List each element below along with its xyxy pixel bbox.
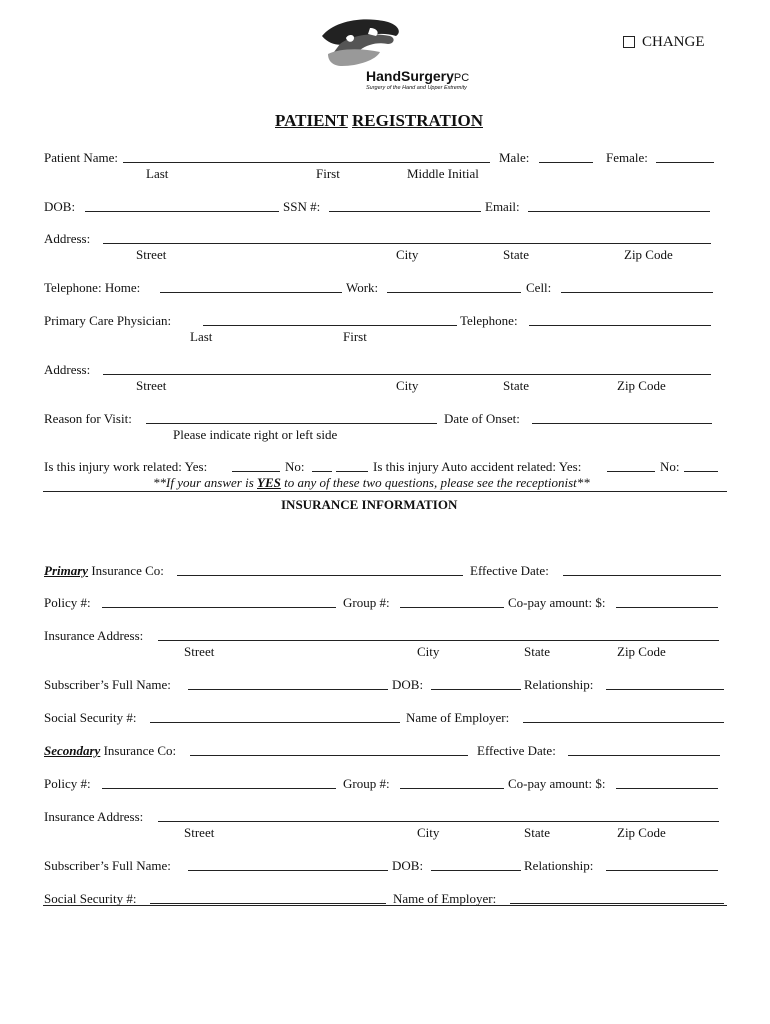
logo	[310, 14, 490, 96]
secondary-dob-field[interactable]	[431, 870, 521, 871]
primary-address-field[interactable]	[158, 640, 719, 641]
secondary-insurance-field[interactable]	[190, 755, 468, 756]
physician-telephone-label: Telephone:	[460, 313, 518, 328]
physician-field[interactable]	[203, 325, 457, 326]
secondary-subscriber-field[interactable]	[188, 870, 388, 871]
physician-state-caption: State	[503, 378, 529, 393]
name-first-caption: First	[316, 166, 340, 181]
primary-policy-field[interactable]	[102, 607, 336, 608]
change-label: CHANGE	[642, 34, 705, 50]
secondary-group-label: Group #:	[343, 776, 390, 791]
email-field[interactable]	[528, 211, 710, 212]
primary-employer-label: Name of Employer:	[406, 710, 510, 725]
address-state-caption: State	[503, 247, 529, 262]
male-label: Male:	[499, 150, 530, 165]
primary-relationship-field[interactable]	[606, 689, 724, 690]
work-label: Work:	[346, 280, 379, 295]
auto-yes-field[interactable]	[607, 471, 655, 472]
page-title: PATIENT REGISTRATION	[275, 111, 483, 130]
secondary-employer-field[interactable]	[510, 903, 724, 904]
primary-city-caption: City	[417, 644, 440, 659]
receptionist-note: **If your answer is YES to any of these two questions, please see the receptionist**	[153, 475, 590, 490]
auto-no-label: No:	[660, 459, 680, 474]
secondary-address-label: Insurance Address:	[44, 809, 144, 824]
physician-city-caption: City	[396, 378, 419, 393]
auto-no-field[interactable]	[684, 471, 718, 472]
cell-field[interactable]	[561, 292, 713, 293]
work-related-label: Is this injury work related: Yes:	[44, 459, 208, 474]
ssn-field[interactable]	[329, 211, 481, 212]
physician-label: Primary Care Physician:	[44, 313, 172, 328]
secondary-copay-label: Co-pay amount: $:	[508, 776, 606, 791]
name-middle-caption: Middle Initial	[407, 166, 479, 181]
onset-field[interactable]	[532, 423, 712, 424]
secondary-policy-field[interactable]	[102, 788, 336, 789]
physician-street-caption: Street	[136, 378, 167, 393]
work-yes-field[interactable]	[232, 471, 280, 472]
primary-effective-label: Effective Date:	[470, 563, 549, 578]
secondary-insurance-label: Secondary Insurance Co:	[44, 743, 177, 758]
name-last-caption: Last	[146, 166, 169, 181]
primary-dob-label: DOB:	[392, 677, 424, 692]
section-divider	[43, 491, 727, 492]
primary-copay-field[interactable]	[616, 607, 718, 608]
secondary-state-caption: State	[524, 825, 550, 840]
secondary-city-caption: City	[417, 825, 440, 840]
secondary-employer-label: Name of Employer:	[393, 891, 497, 906]
physician-first-caption: First	[343, 329, 367, 344]
male-field[interactable]	[539, 162, 593, 163]
address-field[interactable]	[103, 243, 711, 244]
physician-address-field[interactable]	[103, 374, 711, 375]
logo-suffix: PC	[453, 72, 470, 84]
work-no-label: No:	[285, 459, 305, 474]
work-field[interactable]	[387, 292, 521, 293]
primary-policy-label: Policy #:	[44, 595, 91, 610]
address-city-caption: City	[396, 247, 419, 262]
primary-employer-field[interactable]	[523, 722, 724, 723]
secondary-ss-label: Social Security #:	[44, 891, 137, 906]
secondary-relationship-label: Relationship:	[524, 858, 594, 873]
primary-ss-label: Social Security #:	[44, 710, 137, 725]
patient-name-label: Patient Name:	[44, 150, 119, 165]
physician-last-caption: Last	[190, 329, 213, 344]
insurance-heading: INSURANCE INFORMATION	[281, 497, 458, 512]
change-checkbox[interactable]	[623, 36, 635, 48]
dob-field[interactable]	[85, 211, 279, 212]
logo-tagline: Surgery of the Hand and Upper Extremity	[366, 85, 467, 91]
secondary-group-field[interactable]	[400, 788, 504, 789]
primary-state-caption: State	[524, 644, 550, 659]
primary-insurance-label: Primary Insurance Co:	[44, 563, 164, 578]
secondary-relationship-field[interactable]	[606, 870, 718, 871]
patient-name-field[interactable]	[123, 162, 490, 163]
dob-label: DOB:	[44, 199, 76, 214]
telephone-home-label: Telephone: Home:	[44, 280, 141, 295]
secondary-zip-caption: Zip Code	[617, 825, 666, 840]
physician-zip-caption: Zip Code	[617, 378, 666, 393]
physician-telephone-field[interactable]	[529, 325, 711, 326]
work-no-field-2[interactable]	[336, 471, 368, 472]
cell-label: Cell:	[526, 280, 552, 295]
onset-label: Date of Onset:	[444, 411, 520, 426]
primary-ss-field[interactable]	[150, 722, 400, 723]
bottom-divider	[43, 905, 727, 906]
address-zip-caption: Zip Code	[624, 247, 673, 262]
hands-logo-icon	[310, 14, 410, 72]
primary-subscriber-field[interactable]	[188, 689, 388, 690]
telephone-home-field[interactable]	[160, 292, 342, 293]
auto-related-label: Is this injury Auto accident related: Yes:	[373, 459, 582, 474]
primary-effective-field[interactable]	[563, 575, 721, 576]
secondary-address-field[interactable]	[158, 821, 719, 822]
ssn-label: SSN #:	[283, 199, 321, 214]
secondary-dob-label: DOB:	[392, 858, 424, 873]
primary-insurance-field[interactable]	[177, 575, 463, 576]
secondary-policy-label: Policy #:	[44, 776, 91, 791]
address-label: Address:	[44, 231, 91, 246]
email-label: Email:	[485, 199, 520, 214]
primary-group-label: Group #:	[343, 595, 390, 610]
secondary-subscriber-label: Subscriber’s Full Name:	[44, 858, 171, 873]
primary-street-caption: Street	[184, 644, 215, 659]
secondary-effective-label: Effective Date:	[477, 743, 556, 758]
logo-name: HandSurgery	[366, 68, 454, 84]
female-field[interactable]	[656, 162, 714, 163]
work-no-field[interactable]	[312, 471, 332, 472]
reason-hint: Please indicate right or left side	[173, 427, 338, 442]
primary-address-label: Insurance Address:	[44, 628, 144, 643]
secondary-ss-field[interactable]	[150, 903, 386, 904]
reason-label: Reason for Visit:	[44, 411, 132, 426]
primary-subscriber-label: Subscriber’s Full Name:	[44, 677, 171, 692]
primary-zip-caption: Zip Code	[617, 644, 666, 659]
primary-group-field[interactable]	[400, 607, 504, 608]
primary-copay-label: Co-pay amount: $:	[508, 595, 606, 610]
primary-dob-field[interactable]	[431, 689, 521, 690]
physician-address-label: Address:	[44, 362, 91, 377]
address-street-caption: Street	[136, 247, 167, 262]
primary-relationship-label: Relationship:	[524, 677, 594, 692]
secondary-copay-field[interactable]	[616, 788, 718, 789]
reason-field[interactable]	[146, 423, 437, 424]
secondary-effective-field[interactable]	[568, 755, 720, 756]
secondary-street-caption: Street	[184, 825, 215, 840]
female-label: Female:	[606, 150, 648, 165]
